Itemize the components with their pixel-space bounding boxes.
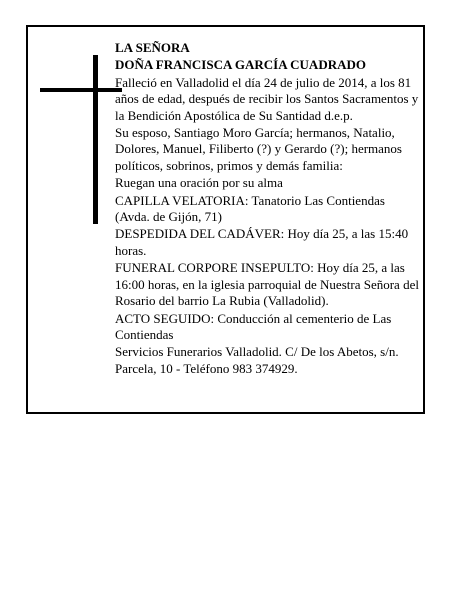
chapel-info: CAPILLA VELATORIA: Tanatorio Las Contiendas (Avda. de Gijón, 71) [115,192,385,225]
prayer-request: Ruegan una oración por su alma [115,175,283,191]
deceased-name: DOÑA FRANCISCA GARCÍA CUADRADO [115,57,366,73]
burial-info: ACTO SEGUIDO: Conducción al cementerio de Las Contiendas [115,310,392,342]
cross-vertical-bar [93,55,98,224]
funeral-info: FUNERAL CORPORE INSEPULTO: Hoy día 25, a las 16:00 horas, en la iglesia parroquial de Nuestra Señora del Rosario del barrio La Rubia (Valladolid). [115,260,419,309]
cross-horizontal-bar [40,88,122,92]
notice-text [115,40,421,377]
family-members: Su esposo, Santiago Moro García; hermanos, Natalio, Dolores, Manuel, Filiberto (?) y Gerardo (?); hermanos políticos, sobrinos, primos y demás familia: [115,125,402,173]
farewell-info: DESPEDIDA DEL CADÁVER: Hoy día 25, a las 15:40 horas. [115,226,409,258]
death-details: Falleció en Valladolid el día 24 de julio de 2014, a los 81 años de edad, después de recibir los Santos Sacramentos y la Bendición Apostólica de Su Santidad d.e.p. [115,74,419,123]
obituary-notice [26,25,425,414]
notice-title: LA SEÑORA [115,40,190,55]
funeral-services-contact: Servicios Funerarios Valladolid. C/ De los Abetos, s/n. Parcela, 10 - Teléfono 983 374929. [115,344,399,376]
